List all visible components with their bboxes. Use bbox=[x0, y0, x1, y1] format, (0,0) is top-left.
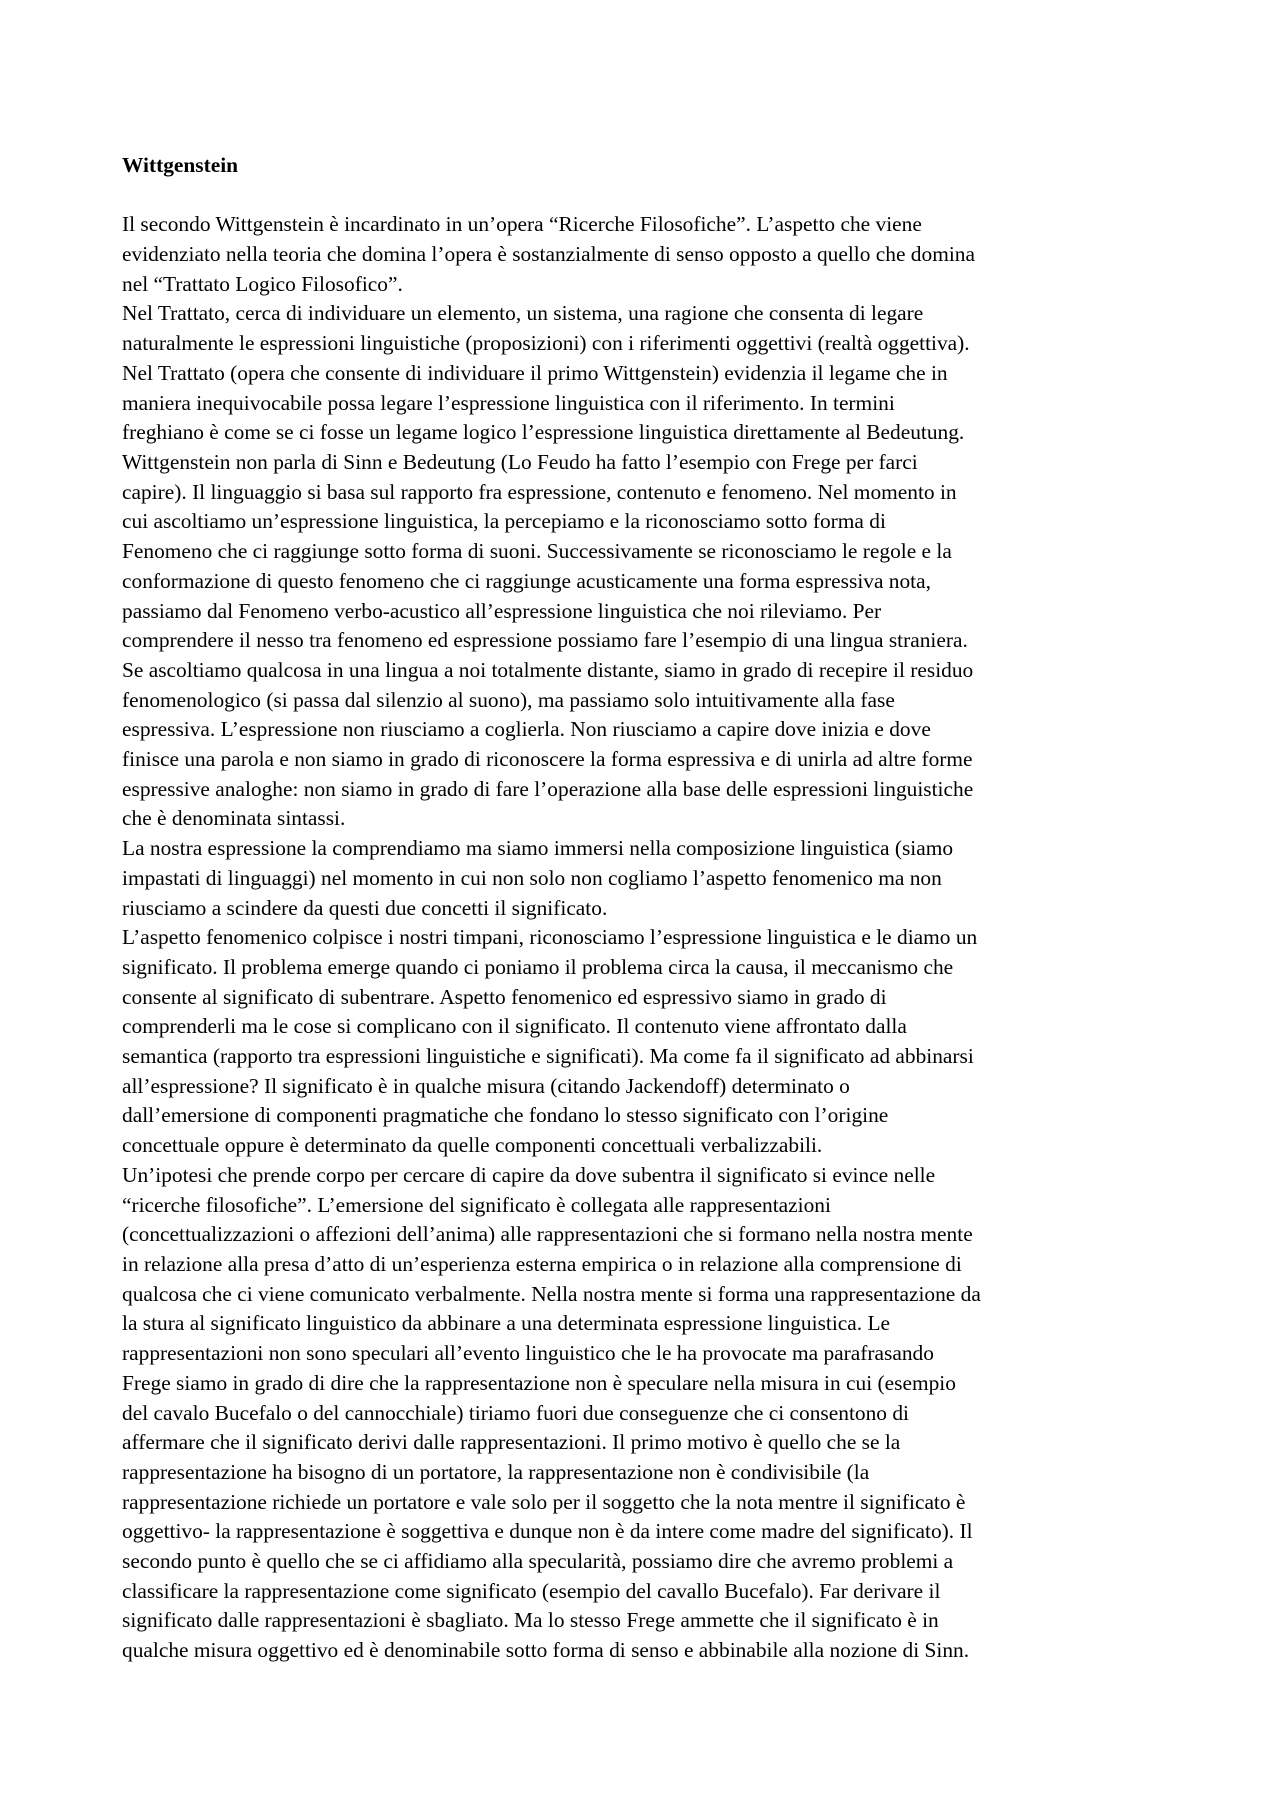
text-line: riusciamo a scindere da questi due concetti il significato. bbox=[122, 895, 608, 920]
text-line: espressiva. L’espressione non riusciamo a coglierla. Non riusciamo a capire dove inizia e dove bbox=[122, 717, 931, 742]
text-line: comprenderli ma le cose si complicano con il significato. Il contenuto viene affrontato dalla bbox=[122, 1014, 907, 1039]
text-line: capire). Il linguaggio si basa sul rapporto fra espressione, contenuto e fenomeno. Nel momento in bbox=[122, 479, 957, 504]
text-line: secondo punto è quello che se ci affidiamo alla specularità, possiamo dire che avremo problemi a bbox=[122, 1549, 954, 1574]
text-line: la stura al significato linguistico da abbinare a una determinata espressione linguistica. Le bbox=[122, 1311, 891, 1336]
text-line: espressive analoghe: non siamo in grado di fare l’operazione alla base delle espressioni linguistiche bbox=[122, 776, 974, 801]
text-line: Nel Trattato, cerca di individuare un elemento, un sistema, una ragione che consenta di legare bbox=[122, 301, 924, 326]
text-line: in relazione alla presa d’atto di un’esperienza esterna empirica o in relazione alla comprensione di bbox=[122, 1251, 962, 1276]
text-line: (concettualizzazioni o affezioni dell’anima) alle rappresentazioni che si formano nella nostra mente bbox=[122, 1222, 973, 1247]
text-line: semantica (rapporto tra espressioni linguistiche e significati). Ma come fa il significato ad abbinarsi bbox=[122, 1044, 974, 1069]
text-line: La nostra espressione la comprendiamo ma siamo immersi nella composizione linguistica (siamo bbox=[122, 836, 954, 861]
document-body bbox=[122, 210, 1172, 1665]
text-line: nel “Trattato Logico Filosofico”. bbox=[122, 271, 403, 296]
text-line: rappresentazione ha bisogno di un portatore, la rappresentazione non è condivisibile (la bbox=[122, 1459, 870, 1484]
text-line: Il secondo Wittgenstein è incardinato in un’opera “Ricerche Filosofiche”. L’aspetto che viene bbox=[122, 212, 922, 237]
text-line: L’aspetto fenomenico colpisce i nostri timpani, riconosciamo l’espressione linguistica e le diamo un bbox=[122, 925, 978, 950]
document-title: Wittgenstein bbox=[122, 153, 239, 177]
text-line: del cavalo Bucefalo o del cannocchiale) tiriamo fuori due conseguenze che ci consentono di bbox=[122, 1400, 909, 1425]
text-line: evidenziato nella teoria che domina l’opera è sostanzialmente di senso opposto a quello che domina bbox=[122, 242, 975, 267]
text-line: Se ascoltiamo qualcosa in una lingua a noi totalmente distante, siamo in grado di recepire il residuo bbox=[122, 657, 974, 682]
text-line: freghiano è come se ci fosse un legame logico l’espressione linguistica direttamente al Bedeutung. bbox=[122, 420, 965, 445]
text-line: naturalmente le espressioni linguistiche (proposizioni) con i riferimenti oggettivi (realtà oggettiva). bbox=[122, 331, 970, 356]
text-line: che è denominata sintassi. bbox=[122, 806, 346, 831]
text-line: cui ascoltiamo un’espressione linguistica, la percepiamo e la riconosciamo sotto forma di bbox=[122, 509, 886, 534]
text-line: fenomenologico (si passa dal silenzio al suono), ma passiamo solo intuitivamente alla fase bbox=[122, 687, 895, 712]
text-line: all’espressione? Il significato è in qualche misura (citando Jackendoff) determinato o bbox=[122, 1073, 850, 1098]
text-line: Wittgenstein non parla di Sinn e Bedeutung (Lo Feudo ha fatto l’esempio con Frege per farci bbox=[122, 450, 918, 474]
text-line: qualche misura oggettivo ed è denominabile sotto forma di senso e abbinabile alla nozione di Sinn. bbox=[122, 1638, 970, 1663]
text-line: rappresentazioni non sono speculari all’evento linguistico che le ha provocate ma parafrasando bbox=[122, 1341, 934, 1366]
text-line: dall’emersione di componenti pragmatiche che fondano lo stesso significato con l’origine bbox=[122, 1103, 889, 1128]
text-line: passiamo dal Fenomeno verbo-acustico all’espressione linguistica che noi rileviamo. Per bbox=[122, 598, 882, 623]
text-line: significato. Il problema emerge quando ci poniamo il problema circa la causa, il meccanismo che bbox=[122, 954, 954, 979]
text-line: maniera inequivocabile possa legare l’espressione linguistica con il riferimento. In termini bbox=[122, 390, 895, 415]
text-line: comprendere il nesso tra fenomeno ed espressione possiamo fare l’esempio di una lingua straniera. bbox=[122, 628, 968, 653]
text-line: concettuale oppure è determinato da quelle componenti concettuali verbalizzabili. bbox=[122, 1133, 823, 1158]
document-page bbox=[122, 151, 1172, 1666]
text-line: Nel Trattato (opera che consente di individuare il primo Wittgenstein) evidenzia il legame che in bbox=[122, 360, 948, 385]
text-line: affermare che il significato derivi dalle rappresentazioni. Il primo motivo è quello che se la bbox=[122, 1430, 901, 1455]
text-line: oggettivo- la rappresentazione è soggettiva e dunque non è da intere come madre del significato). Il bbox=[122, 1519, 973, 1544]
text-line: significato dalle rappresentazioni è sbagliato. Ma lo stesso Frege ammette che il significato è in bbox=[122, 1608, 939, 1633]
text-line: conformazione di questo fenomeno che ci raggiunge acusticamente una forma espressiva nota, bbox=[122, 568, 931, 593]
text-line: qualcosa che ci viene comunicato verbalmente. Nella nostra mente si forma una rappresentazione da bbox=[122, 1281, 981, 1306]
text-line: rappresentazione richiede un portatore e vale solo per il soggetto che la nota mentre il significato è bbox=[122, 1489, 966, 1514]
text-line: finisce una parola e non siamo in grado di riconoscere la forma espressiva e di unirla ad altre forme bbox=[122, 747, 973, 772]
text-line: consente al significato di subentrare. Aspetto fenomenico ed espressivo siamo in grado di bbox=[122, 984, 887, 1009]
text-line: classificare la rappresentazione come significato (esempio del cavallo Bucefalo). Far derivare il bbox=[122, 1578, 941, 1603]
title-spacer bbox=[122, 181, 1172, 211]
text-line: Un’ipotesi che prende corpo per cercare di capire da dove subentra il significato si evince nelle bbox=[122, 1162, 936, 1187]
text-line: Frege siamo in grado di dire che la rappresentazione non è speculare nella misura in cui (esempio bbox=[122, 1370, 956, 1395]
text-line: Fenomeno che ci raggiunge sotto forma di suoni. Successivamente se riconosciamo le regole e la bbox=[122, 539, 952, 564]
text-line: impastati di linguaggi) nel momento in cui non solo non cogliamo l’aspetto fenomenico ma non bbox=[122, 865, 942, 890]
text-line: “ricerche filosofiche”. L’emersione del significato è collegata alle rappresentazioni bbox=[122, 1192, 831, 1217]
